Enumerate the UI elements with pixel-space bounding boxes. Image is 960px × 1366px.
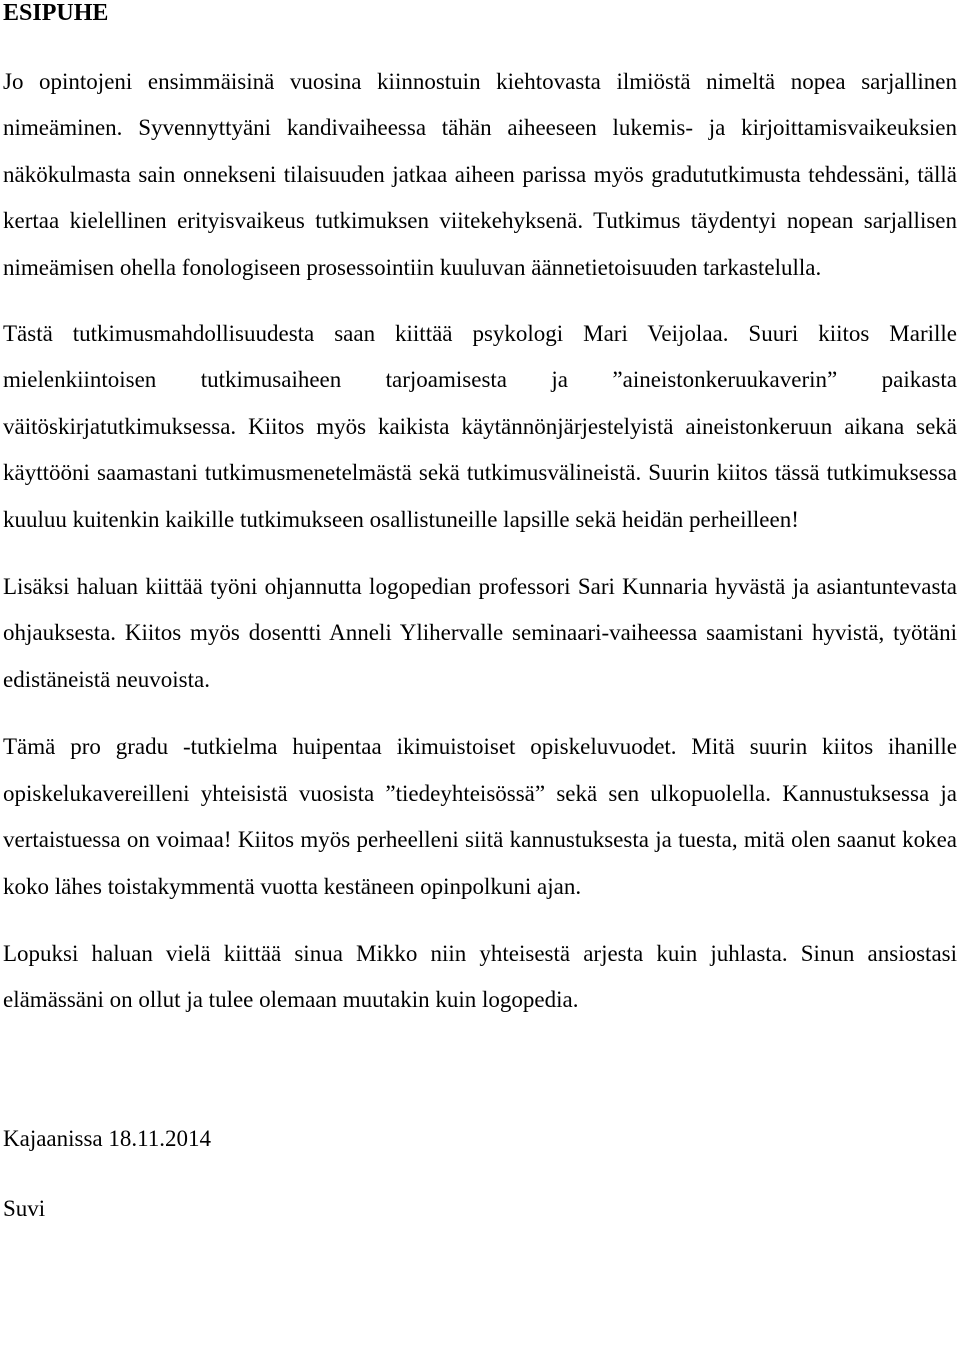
paragraph-closing: Lopuksi haluan vielä kiittää sinua Mikko niin yhteisestä arjesta kuin juhlasta. Sinun ansiostasi elämässäni on ollut ja tulee olemaan muutakin kuin logopedia. xyxy=(3,940,957,1013)
paragraph-thanks-supervisors: Lisäksi haluan kiittää työni ohjannutta logopedian professori Sari Kunnaria hyvästä ja asiantuntevasta ohjauksesta. Kiitos myös dosentti Anneli Ylihervalle seminaari-vaiheessa saamistani hyvistä, työtäni edistäneistä neuvoista. xyxy=(3,574,957,692)
document-page xyxy=(3,0,957,1224)
page-title: ESIPUHE xyxy=(3,0,109,26)
paragraph-thanks-friends-family: Tämä pro gradu -tutkielma huipentaa ikimuistoiset opiskeluvuodet. Mitä suurin kiitos ihanille opiskelukavereilleni yhteisistä vuosista ”tiedeyhteisössä” sekä sen ulkopuolella. Kannustuksessa ja vertaistuessa on voimaa! Kiitos myös perheelleni siitä kannustuksesta ja tuesta, mitä olen saanut kokea koko lähes toistakymmentä vuotta kestäneen opinpolkuni ajan. xyxy=(3,734,957,899)
signature-name: Suvi xyxy=(3,1195,46,1221)
paragraph-thanks-veijola: Tästä tutkimusmahdollisuudesta saan kiittää psykologi Mari Veijolaa. Suuri kiitos Marille mielenkiintoisen tutkimusaiheen tarjoamisesta ja ”aineistonkeruukaverin” paikasta väitöskirjatutkimuksessa. Kiitos myös kaikista käytännönjärjestelyistä aineistonkeruun aikana sekä käyttööni saamastani tutkimusmenetelmästä sekä tutkimusvälineistä. Suurin kiitos tässä tutkimuksessa kuuluu kuitenkin kaikille tutkimukseen osallistuneille lapsille sekä heidän perheilleen! xyxy=(3,321,957,532)
place-date: Kajaanissa 18.11.2014 xyxy=(3,1125,212,1151)
paragraph-intro: Jo opintojeni ensimmäisinä vuosina kiinnostuin kiehtovasta ilmiöstä nimeltä nopea sarjallinen nimeäminen. Syvennyttyäni kandivaiheessa tähän aiheeseen lukemis- ja kirjoittamisvaikeuksien näkökulmasta sain onnekseni tilaisuuden jatkaa aiheen parissa myös gradututkimusta tehdessäni, tällä kertaa kielellinen erityisvaikeus tutkimuksen viitekehyksenä. Tutkimus täydentyi nopean sarjallisen nimeämisen ohella fonologiseen prosessointiin kuuluvan äännetietoisuuden tarkastelulla. xyxy=(3,69,957,280)
